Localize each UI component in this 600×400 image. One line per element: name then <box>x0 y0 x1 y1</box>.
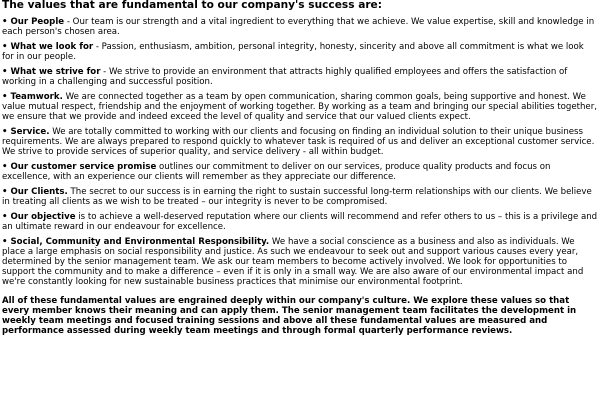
page-title: The values that are fundamental to our company's success are: <box>2 0 382 11</box>
value-label: • What we look for <box>2 42 94 52</box>
value-item-service <box>2 127 598 157</box>
value-label: • Our objective <box>2 212 76 222</box>
closing-statement: All of these fundamental values are engrained deeply within our company's culture. We explore these values so that every member knows their meaning and can apply them. The senior management team facilitates the development in weekly team meetings and focused training sessions and above all these fundamental values are measured and performance assessed during weekly team meetings and through formal quarterly performance reviews. <box>2 296 577 336</box>
value-item-our-objective <box>2 212 598 232</box>
value-text: We are connected together as a team by open communication, sharing common goals, being supportive and honest. We value mutual respect, friendship and the enjoyment of working together. By working as a team and bringing our special abilities together, we ensure that we provide and indeed exceed the level of quality and service that our valued clients expect. <box>2 92 597 122</box>
value-item-our-clients <box>2 187 598 207</box>
value-item-what-we-strive-for <box>2 67 598 87</box>
value-label: • Teamwork. <box>2 92 63 102</box>
value-text: - Our team is our strength and a vital ingredient to everything that we achieve. We value expertise, skill and knowledge in each person's chosen area. <box>2 17 595 37</box>
value-label: • What we strive for <box>2 67 101 77</box>
value-text: We have a social conscience as a business and also as individuals. We place a large emphasis on social responsibility and justice. As such we endeavour to seek out and support various causes every year, determined by the senior management team. We ask our team members to become actively involved. We look for opportunities to support the community and to make a difference – even if it is only in a small way. We are also aware of our environmental impact and we're constantly looking for new sustainable business practices that minimise our environmental footprint. <box>2 237 584 287</box>
values-list <box>2 17 598 287</box>
value-label: • Our Clients. <box>2 187 68 197</box>
value-item-teamwork <box>2 92 598 122</box>
value-item-what-we-look-for <box>2 42 598 62</box>
value-label: • Our People <box>2 17 65 27</box>
value-text: - We strive to provide an environment that attracts highly qualified employees and offers the satisfaction of working in a challenging and successful position. <box>2 67 568 87</box>
value-text: - Passion, enthusiasm, ambition, personal integrity, honesty, sincerity and above all commitment is what we look for in our people. <box>2 42 584 62</box>
value-label: • Social, Community and Environmental Responsibility. <box>2 237 270 247</box>
value-text: We are totally committed to working with our clients and focusing on finding an individual solution to their unique business requirements. We are always prepared to respond quickly to whatever task is required of us and deliver an exceptional customer service. We strive to provide services of superior quality, and service delivery - all within budget. <box>2 127 595 157</box>
value-label: • Service. <box>2 127 50 137</box>
value-text: outlines our commitment to deliver on our services, produce quality products and focus on excellence, with an experience our clients will remember as they appreciate our difference. <box>2 162 551 182</box>
value-label: • Our customer service promise <box>2 162 157 172</box>
value-item-customer-service-promise <box>2 162 598 182</box>
value-text: The secret to our success is in earning the right to sustain successful long-term relationships with our clients. We believe in treating all clients as we wish to be treated – our integrity is never to be compromised. <box>2 187 592 207</box>
value-item-social-responsibility <box>2 237 598 287</box>
value-text: is to achieve a well-deserved reputation where our clients will recommend and refer others to us – this is a privilege and an ultimate reward in our endeavour for excellence. <box>2 212 598 232</box>
value-item-our-people <box>2 17 598 37</box>
